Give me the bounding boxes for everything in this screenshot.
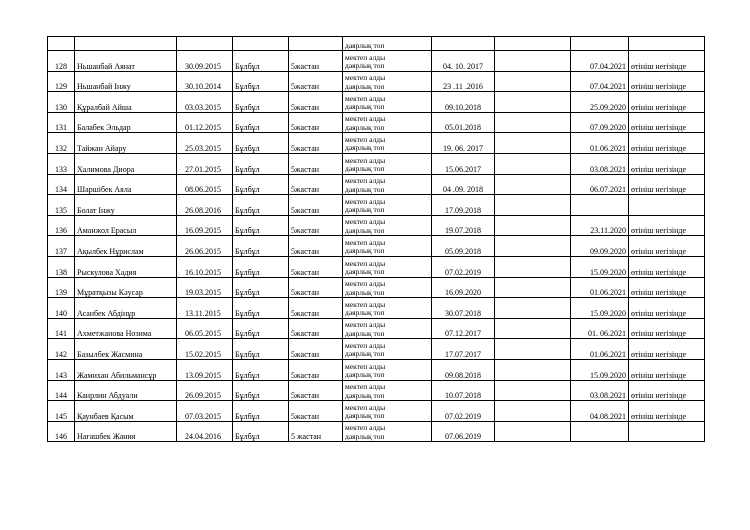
empty-cell bbox=[495, 71, 571, 92]
admission-date-cell: 07.02.2019 bbox=[432, 401, 495, 422]
row-number-cell: 138 bbox=[48, 256, 75, 277]
admission-date-cell: 07.02.2019 bbox=[432, 256, 495, 277]
name-cell: Шаршібек Аяла bbox=[75, 174, 177, 195]
admission-date-cell: 10.07.2018 bbox=[432, 380, 495, 401]
basis-cell: өтініш негізінде bbox=[629, 153, 705, 174]
group-name-cell: Бұлбұл bbox=[233, 195, 289, 216]
birth-date-cell: 27.01.2015 bbox=[177, 153, 233, 174]
group-type-cell bbox=[343, 359, 432, 380]
leave-date-cell bbox=[571, 421, 629, 442]
admission-date-cell bbox=[432, 37, 495, 51]
leave-date-cell: 01. 06.2021 bbox=[571, 318, 629, 339]
empty-cell bbox=[495, 318, 571, 339]
empty-cell bbox=[495, 37, 571, 51]
birth-date-cell: 26.08.2016 bbox=[177, 195, 233, 216]
group-type-line1: мектеп алды bbox=[345, 155, 386, 165]
group-name-cell: Бұлбұл bbox=[233, 92, 289, 113]
admission-date-cell: 09.08.2018 bbox=[432, 359, 495, 380]
row-number-cell: 142 bbox=[48, 339, 75, 360]
name-cell: Болат Інжу bbox=[75, 195, 177, 216]
row-number-cell: 137 bbox=[48, 236, 75, 257]
row-number-cell: 141 bbox=[48, 318, 75, 339]
group-name-cell: Бұлбұл bbox=[233, 421, 289, 442]
birth-date-cell: 16.10.2015 bbox=[177, 256, 233, 277]
group-name-cell: Бұлбұл bbox=[233, 174, 289, 195]
group-type-cell bbox=[343, 298, 432, 319]
leave-date-cell: 03.08.2021 bbox=[571, 380, 629, 401]
group-type-line2: даярлық топ bbox=[345, 143, 385, 153]
group-type-line1: мектеп алды bbox=[345, 279, 386, 289]
row-number-cell: 132 bbox=[48, 133, 75, 154]
name-cell: Аманжол Ерасыл bbox=[75, 215, 177, 236]
group-type-line2: даярлық топ bbox=[345, 411, 385, 421]
group-type-cell bbox=[343, 236, 432, 257]
leave-date-cell: 04.08.2021 bbox=[571, 401, 629, 422]
leave-date-cell: 15.09.2020 bbox=[571, 298, 629, 319]
basis-cell: өтініш негізінде bbox=[629, 51, 705, 72]
basis-cell: өтініш негізінде bbox=[629, 71, 705, 92]
group-type-line2: даярлық топ bbox=[345, 184, 385, 194]
group-name-cell: Бұлбұл bbox=[233, 380, 289, 401]
group-name-cell: Бұлбұл bbox=[233, 256, 289, 277]
group-type-line2: даярлық топ bbox=[345, 122, 385, 132]
name-cell: Халимова Диора bbox=[75, 153, 177, 174]
group-type-line1: мектеп алды bbox=[345, 217, 386, 227]
group-type-line1: мектеп алды bbox=[345, 340, 386, 350]
group-type-line2: даярлық топ bbox=[345, 390, 385, 400]
birth-date-cell: 16.09.2015 bbox=[177, 215, 233, 236]
birth-date-cell: 26.09.2015 bbox=[177, 380, 233, 401]
group-type-cell bbox=[343, 215, 432, 236]
group-type-cell bbox=[343, 92, 432, 113]
basis-cell bbox=[629, 37, 705, 51]
table-row bbox=[48, 359, 705, 380]
table-row bbox=[48, 256, 705, 277]
group-type-cell bbox=[343, 112, 432, 133]
row-number-cell: 146 bbox=[48, 421, 75, 442]
group-type-line2: даярлық топ bbox=[345, 81, 385, 91]
empty-cell bbox=[495, 92, 571, 113]
birth-date-cell: 01.12.2015 bbox=[177, 112, 233, 133]
name-cell: Жамихан Абильмансұр bbox=[75, 359, 177, 380]
age-cell: 5жастан bbox=[289, 401, 343, 422]
admission-date-cell: 09.10.2018 bbox=[432, 92, 495, 113]
name-cell: Ақылбек Нұрислам bbox=[75, 236, 177, 257]
group-name-cell: Бұлбұл bbox=[233, 51, 289, 72]
group-type-line1: мектеп алды bbox=[345, 114, 386, 124]
leave-date-cell: 01.06.2021 bbox=[571, 277, 629, 298]
empty-cell bbox=[495, 380, 571, 401]
group-type-line1: мектеп алды bbox=[345, 423, 386, 433]
group-type-line1: мектеп алды bbox=[345, 361, 386, 371]
birth-date-cell: 13.11.2015 bbox=[177, 298, 233, 319]
empty-cell bbox=[495, 215, 571, 236]
table-row bbox=[48, 71, 705, 92]
group-type-line2: даярлық топ bbox=[345, 267, 385, 277]
row-number-cell: 130 bbox=[48, 92, 75, 113]
age-cell: 5жастан bbox=[289, 195, 343, 216]
birth-date-cell: 13.09.2015 bbox=[177, 359, 233, 380]
basis-cell: өтініш негізінде bbox=[629, 92, 705, 113]
leave-date-cell: 15.09.2020 bbox=[571, 359, 629, 380]
leave-date-cell: 06.07.2021 bbox=[571, 174, 629, 195]
group-name-cell: Бұлбұл bbox=[233, 112, 289, 133]
table-row bbox=[48, 112, 705, 133]
group-name-cell: Бұлбұл bbox=[233, 359, 289, 380]
group-type-line2: даярлық топ bbox=[345, 287, 385, 297]
admission-date-cell: 16.09.2020 bbox=[432, 277, 495, 298]
name-cell: Нағашбек Жания bbox=[75, 421, 177, 442]
name-cell: Асанбек Абдінұр bbox=[75, 298, 177, 319]
age-cell: 5жастан bbox=[289, 174, 343, 195]
group-type-cell bbox=[343, 318, 432, 339]
basis-cell: өтініш негізінде bbox=[629, 359, 705, 380]
birth-date-cell bbox=[177, 37, 233, 51]
row-number-cell: 144 bbox=[48, 380, 75, 401]
leave-date-cell: 15.09.2020 bbox=[571, 256, 629, 277]
basis-cell: өтініш негізінде bbox=[629, 236, 705, 257]
group-type-line2: даярлық топ bbox=[345, 225, 385, 235]
row-number-cell: 140 bbox=[48, 298, 75, 319]
leave-date-cell: 01.06.2021 bbox=[571, 339, 629, 360]
leave-date-cell: 09.09.2020 bbox=[571, 236, 629, 257]
table-row bbox=[48, 51, 705, 72]
age-cell: 5жастан bbox=[289, 298, 343, 319]
admission-date-cell: 04 .09. 2018 bbox=[432, 174, 495, 195]
row-number-cell: 134 bbox=[48, 174, 75, 195]
basis-cell: өтініш негізінде bbox=[629, 339, 705, 360]
row-number-cell: 128 bbox=[48, 51, 75, 72]
row-number-cell: 131 bbox=[48, 112, 75, 133]
group-type-cell bbox=[343, 153, 432, 174]
empty-cell bbox=[495, 256, 571, 277]
age-cell: 5жастан bbox=[289, 92, 343, 113]
admission-date-cell: 19.07.2018 bbox=[432, 215, 495, 236]
group-type-line2: даярлық топ bbox=[345, 308, 385, 318]
group-type-cell bbox=[343, 421, 432, 442]
basis-cell: өтініш негізінде bbox=[629, 380, 705, 401]
age-cell: 5жастан bbox=[289, 51, 343, 72]
empty-cell bbox=[495, 277, 571, 298]
group-type-line1: мектеп алды bbox=[345, 73, 386, 83]
table-row bbox=[48, 37, 705, 51]
table-row bbox=[48, 92, 705, 113]
group-name-cell bbox=[233, 37, 289, 51]
age-cell: 5жастан bbox=[289, 215, 343, 236]
table-row bbox=[48, 401, 705, 422]
birth-date-cell: 06.05.2015 bbox=[177, 318, 233, 339]
table-row bbox=[48, 298, 705, 319]
age-cell: 5 жастан bbox=[289, 421, 343, 442]
group-type-line2: даярлық топ bbox=[345, 370, 385, 379]
name-cell: Ньшанбай Аянат bbox=[75, 51, 177, 72]
table-row bbox=[48, 174, 705, 195]
age-cell: 5жастан bbox=[289, 359, 343, 380]
basis-cell bbox=[629, 195, 705, 216]
admission-date-cell: 15.06.2017 bbox=[432, 153, 495, 174]
birth-date-cell: 30.09.2015 bbox=[177, 51, 233, 72]
group-type-cell bbox=[343, 380, 432, 401]
name-cell: Рыскулова Хадия bbox=[75, 256, 177, 277]
group-type-cell bbox=[343, 51, 432, 72]
empty-cell bbox=[495, 153, 571, 174]
admission-date-cell: 07.12.2017 bbox=[432, 318, 495, 339]
group-name-cell: Бұлбұл bbox=[233, 153, 289, 174]
empty-cell bbox=[495, 195, 571, 216]
birth-date-cell: 26.06.2015 bbox=[177, 236, 233, 257]
leave-date-cell: 23.11.2020 bbox=[571, 215, 629, 236]
age-cell: 5жастан bbox=[289, 236, 343, 257]
birth-date-cell: 08.06.2015 bbox=[177, 174, 233, 195]
empty-cell bbox=[495, 359, 571, 380]
row-number-cell: 139 bbox=[48, 277, 75, 298]
row-number-cell: 129 bbox=[48, 71, 75, 92]
birth-date-cell: 30.10.2014 bbox=[177, 71, 233, 92]
empty-cell bbox=[495, 174, 571, 195]
group-type-line2: даярлық топ bbox=[345, 61, 385, 71]
basis-cell bbox=[629, 421, 705, 442]
group-type-line2: даярлық топ bbox=[345, 328, 385, 338]
row-number-cell: 135 bbox=[48, 195, 75, 216]
empty-cell bbox=[495, 339, 571, 360]
group-type-text: даярлық топ bbox=[345, 40, 385, 50]
row-number-cell: 145 bbox=[48, 401, 75, 422]
empty-cell bbox=[495, 298, 571, 319]
group-type-line2: даярлық топ bbox=[345, 349, 385, 359]
group-type-line2: даярлық топ bbox=[345, 205, 385, 215]
group-type-line1: мектеп алды bbox=[345, 382, 386, 392]
leave-date-cell bbox=[571, 195, 629, 216]
leave-date-cell: 01.06.2021 bbox=[571, 133, 629, 154]
basis-cell: өтініш негізінде bbox=[629, 256, 705, 277]
basis-cell: өтініш негізінде bbox=[629, 298, 705, 319]
name-cell bbox=[75, 37, 177, 51]
age-cell: 5жастан bbox=[289, 153, 343, 174]
leave-date-cell: 07.04.2021 bbox=[571, 71, 629, 92]
leave-date-cell: 07.04.2021 bbox=[571, 51, 629, 72]
table-row bbox=[48, 339, 705, 360]
age-cell: 5жастан bbox=[289, 71, 343, 92]
age-cell: 5жастан bbox=[289, 339, 343, 360]
group-type-cell bbox=[343, 37, 432, 51]
birth-date-cell: 15.02.2015 bbox=[177, 339, 233, 360]
basis-cell: өтініш негізінде bbox=[629, 401, 705, 422]
name-cell: Базылбек Жасмина bbox=[75, 339, 177, 360]
group-name-cell: Бұлбұл bbox=[233, 215, 289, 236]
age-cell: 5жастан bbox=[289, 112, 343, 133]
birth-date-cell: 19.03.2015 bbox=[177, 277, 233, 298]
row-number-cell: 143 bbox=[48, 359, 75, 380]
group-type-line1: мектеп алды bbox=[345, 320, 386, 330]
empty-cell bbox=[495, 421, 571, 442]
basis-cell: өтініш негізінде bbox=[629, 112, 705, 133]
name-cell: Ньшанбай Інжу bbox=[75, 71, 177, 92]
leave-date-cell: 07.09.2020 bbox=[571, 112, 629, 133]
admission-date-cell: 17.09.2018 bbox=[432, 195, 495, 216]
group-type-cell bbox=[343, 339, 432, 360]
empty-cell bbox=[495, 401, 571, 422]
birth-date-cell: 07.03.2015 bbox=[177, 401, 233, 422]
children-register-table bbox=[47, 36, 705, 442]
basis-cell: өтініш негізінде bbox=[629, 174, 705, 195]
group-name-cell: Бұлбұл bbox=[233, 277, 289, 298]
name-cell: Балабек Эльдар bbox=[75, 112, 177, 133]
row-number-cell: 136 bbox=[48, 215, 75, 236]
basis-cell: өтініш негізінде bbox=[629, 277, 705, 298]
age-cell: 5жастан bbox=[289, 133, 343, 154]
group-type-line1: мектеп алды bbox=[345, 93, 386, 103]
name-cell: Тайжан Айару bbox=[75, 133, 177, 154]
admission-date-cell: 19. 06. 2017 bbox=[432, 133, 495, 154]
basis-cell: өтініш негізінде bbox=[629, 215, 705, 236]
group-type-line1: мектеп алды bbox=[345, 196, 386, 206]
group-type-line1: мектеп алды bbox=[345, 134, 386, 144]
age-cell bbox=[289, 37, 343, 51]
group-name-cell: Бұлбұл bbox=[233, 339, 289, 360]
birth-date-cell: 03.03.2015 bbox=[177, 92, 233, 113]
group-type-line1: мектеп алды bbox=[345, 237, 386, 247]
group-name-cell: Бұлбұл bbox=[233, 401, 289, 422]
admission-date-cell: 05.09.2018 bbox=[432, 236, 495, 257]
name-cell: Мұратқызы Кәусар bbox=[75, 277, 177, 298]
admission-date-cell: 05.01.2018 bbox=[432, 112, 495, 133]
group-type-line1: мектеп алды bbox=[345, 258, 386, 268]
group-type-line2: даярлық топ bbox=[345, 102, 385, 112]
empty-cell bbox=[495, 112, 571, 133]
group-type-cell bbox=[343, 195, 432, 216]
group-type-line2: даярлық топ bbox=[345, 246, 385, 256]
row-number-cell: 133 bbox=[48, 153, 75, 174]
empty-cell bbox=[495, 236, 571, 257]
name-cell: Қаунбаев Қасым bbox=[75, 401, 177, 422]
group-name-cell: Бұлбұл bbox=[233, 133, 289, 154]
basis-cell: өтініш негізінде bbox=[629, 318, 705, 339]
table-row bbox=[48, 277, 705, 298]
group-type-cell bbox=[343, 174, 432, 195]
name-cell: Канрлин Абдуали bbox=[75, 380, 177, 401]
group-type-line1: мектеп алды bbox=[345, 52, 386, 62]
group-type-cell bbox=[343, 71, 432, 92]
admission-date-cell: 30.07.2018 bbox=[432, 298, 495, 319]
group-type-cell bbox=[343, 256, 432, 277]
table-row bbox=[48, 195, 705, 216]
age-cell: 5жастан bbox=[289, 318, 343, 339]
birth-date-cell: 24.04.2016 bbox=[177, 421, 233, 442]
table-row bbox=[48, 380, 705, 401]
leave-date-cell: 03.08.2021 bbox=[571, 153, 629, 174]
table-row bbox=[48, 236, 705, 257]
row-number-cell bbox=[48, 37, 75, 51]
group-name-cell: Бұлбұл bbox=[233, 318, 289, 339]
table-row bbox=[48, 318, 705, 339]
group-type-line1: мектеп алды bbox=[345, 402, 386, 412]
name-cell: Ахметжанова Нозима bbox=[75, 318, 177, 339]
name-cell: Құралбай Айша bbox=[75, 92, 177, 113]
leave-date-cell: 25.09.2020 bbox=[571, 92, 629, 113]
admission-date-cell: 17.07.2017 bbox=[432, 339, 495, 360]
birth-date-cell: 25.03.2015 bbox=[177, 133, 233, 154]
table-row bbox=[48, 153, 705, 174]
group-type-cell bbox=[343, 277, 432, 298]
empty-cell bbox=[495, 133, 571, 154]
table-row bbox=[48, 215, 705, 236]
admission-date-cell: 07.06.2019 bbox=[432, 421, 495, 442]
group-type-line1: мектеп алды bbox=[345, 299, 386, 309]
table-row bbox=[48, 421, 705, 442]
age-cell: 5жастан bbox=[289, 256, 343, 277]
admission-date-cell: 04. 10. 2017 bbox=[432, 51, 495, 72]
admission-date-cell: 23 .11 .2016 bbox=[432, 71, 495, 92]
group-name-cell: Бұлбұл bbox=[233, 236, 289, 257]
empty-cell bbox=[495, 51, 571, 72]
group-type-line1: мектеп алды bbox=[345, 176, 386, 186]
group-type-cell bbox=[343, 401, 432, 422]
basis-cell: өтініш негізінде bbox=[629, 133, 705, 154]
table-row bbox=[48, 133, 705, 154]
leave-date-cell bbox=[571, 37, 629, 51]
group-name-cell: Бұлбұл bbox=[233, 71, 289, 92]
group-type-cell bbox=[343, 133, 432, 154]
age-cell: 5жастан bbox=[289, 380, 343, 401]
group-name-cell: Бұлбұл bbox=[233, 298, 289, 319]
group-type-line2: даярлық топ bbox=[345, 164, 385, 174]
group-type-line2: даярлық топ bbox=[345, 431, 385, 441]
age-cell: 5жастан bbox=[289, 277, 343, 298]
